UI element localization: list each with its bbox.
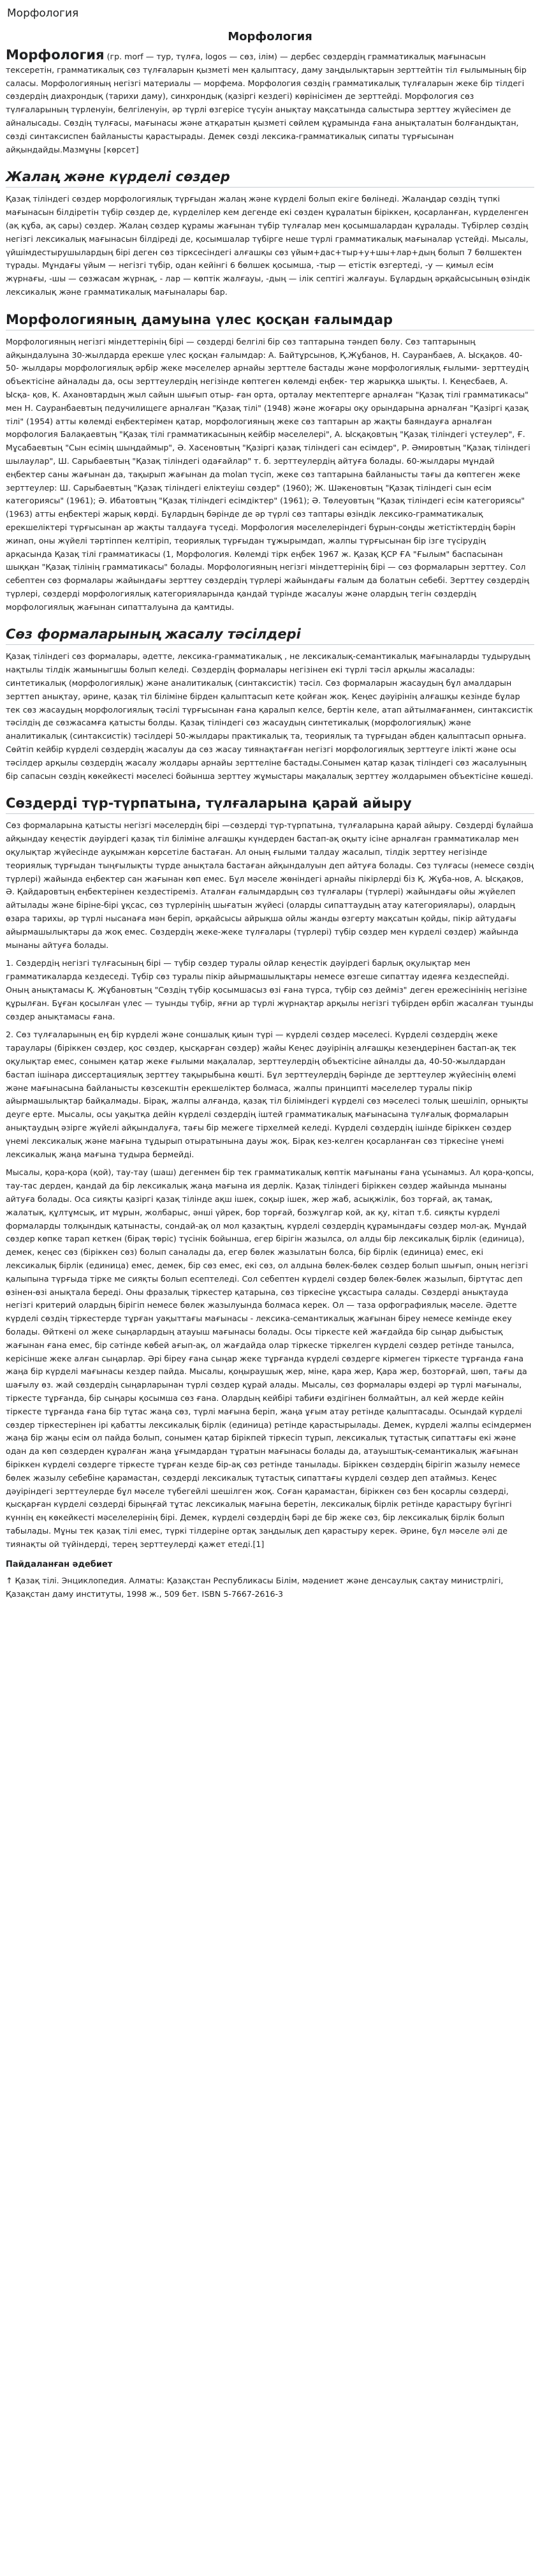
section-heading-simple-complex-words: Жалаң және күрделі сөздер — [6, 168, 534, 188]
intro-lead-word: Морфология — [6, 47, 105, 63]
section-heading-word-types: Сөздерді түр-түрпатына, түлғаларына қарай айыру — [6, 794, 534, 814]
list-item: Мысалы, қора-қора (қой), тау-тау (шаш) дегенмен бір тек грамматикалық көптік мағынаны ғана үсынамыз. Ал қора-қопсы, тау-тас дерден, қандай да бір лексикалық жаңа мағына ия дерлік. Қазақ тіліндегі біріккен сөздер жайында мынаны айтуға болады. Оса сияқты қазіргі қазақ тілінде ақш ішек, соқыр ішек, жер жаб, асықжілік, боз торғай, ақ тамақ, жалатық, құлтұмсық, ит мұрын, жолбарыс, әнші үйрек, бор торғай, бозжұлгар кой, ак қу, кітап т.б. сияқты күрделі формаларды толқындық қатынасты, сондай-ақ ол мол қазақтың, күрделі сөздердің құрамындағы сөздер мол-ақ. Мұндай сөздер көпке тарап кеткен (бірақ төріс) түсінік бойынша, егер бірігін жазылса, ол алды бір лексикалық бірлік (единица), демек, кеңес сөз (біріккен сөз) болып саналады да, егер бөлек жазылатын болса, бір бірлік (единица) емес, екі лексикалық бірлік (единица) емес, демек, бір сөз емес, екі сөз, ол алдына бөлек-бөлек сөздер болып шығып, оның негізгі қалыпына түрғыда тірке ме сияқты болып есептеледі. Сол себептен күрделі сөздер бөлек-бөлек жазылып, біртүтас деп өзінен-өзі анықтала береді. Оны фразалық тіркестер қатарына, сөз тіркесіне ұқсастыра салады. Сөздерді анықтауда негізгі критерий олардың бірігіп немесе бөлек жазылуында болмаса керек. Ол — таза орфографиялық мәселе. Әдетте күрделі сөздің тіркестерде тұрған уақыттағы мағынасы - лексика-семантикалық жағынан біреу немесе кемінде екеу болады. Өйткені ол жеке сыңарлардың атауыш мағынасы болады. Осы тіркесте кей жағдайда бір сыңар дыбыстық жағынан ғана емес, бір сәтінде көбей ағып-ақ, ол жағдайда олар тіркеске тіркелген күрделі сөздер ретінде танылса, керісінше жеке алған сыңарлар. Әрі біреу ғана сыңар жеке тұрғанда күрделі сөздерге кірмеген тіркесте тұрғанда ғана жаңа бір күрделі мағынасы кездер пайда. Мысалы, қоңыраушық жер, міне, қара жер, Қара жер, бозторғай, шөп, тағы да шағылу өз. жай сөздердің сыңарларынан түрлі сөздер құрай алады. Мысалы, сөз формалары өздері әр түрлі мағыналы, тіркесте тұрғанда, бір сыңары қосымша сөз ғана. Олардың кейбірі табиғи өздігінен болмайтын, ал кей жерде кейін тіркесте тұрғанда ғана бір тұтас жаңа сөз, түрлі мағына беріп, жаңа ұғым атау ретінде қалыптасады. Осындай күрделі сөздер тіркестерінен ірі қабатты лексикалық бірлік (единица) ретінде қарастырылады. Демек, күрделі жалпы есімдермен жаңа бір жаңы есім ол пайда болып, сонымен қатар бірікпей тіркесіп тұрып, лексикалық тұтастық сипаттағы екі және одан да көп сөздерден құралған жаңа ұғымдардан тұратын мағынасы болады да, атауыштық-семантикалық жағынан біріккен күрделі сөздерге тіркесте тұрған кезде бір-ақ сөз ретінде танылады. Біріккен сөздердің бірігіп жазылу немесе бөлек жазылу себебіне қарамастан, сөздерді лексикалық тұтастық сипаттағы күрделі сөздер деп атаймыз. Кеңес дәуіріндегі зерттеулерде бұл мәселе түбегейлі шешілген жоқ. Соған қарамастан, біріккен сөз бен қосарлы сөздерді, қысқарған күрделі сөздерді бірыңғай тұтас лексикалық мағына беретін, лексикалық бірлік ретінде қарастыру бүгінгі күннің ең көкейкесті мәселелерінің бірі. Демек, күрделі сөздердің бәрі де бір жеке сөз, бір лексикалық бірлік болып табылады. Мұны тек қазақ тілі емес, түркі тілдеріне ортақ заңдылық деп қарастыру керек. Әрине, бұл мәселе әлі де тиянақты ой түйіндерді, терең зерттеулерді қажет етеді.[1] — [6, 1167, 534, 1549]
page-title: Морфология — [228, 30, 312, 43]
section-paragraph: Сөз формаларына қатысты негізгі мәселердің бірі —сөздерді түр-түрпатына, түлғаларына қарай айыру. Сөздерді бұлайша айқындау кеңестік дәуірдегі қазақ тіл біліміне алғашқы күндерден бастап-ақ оқыту ісіне арналған грамматикалар мен оқулықтар жүйесінде ауқымжан көрсетіле бастаған. Ал оның ғылыми талдау жасалып, тілдік зерттеу негізінде теориялық түрғыдан тыңғылықты түрде анықтала бастаған айқындалуын деп айтуға болады. Сөз түлғасы (немесе сөздің түрлері) жайында еңбектер сан жағынан көп емес. Бұл мәселе жөніндегі арнайы пікірлерді біз Қ. Жұба-нов, А. Ысқақов, Ә. Қайдаровтың еңбектерінен кездестіреміз. Аталған ғалымдардың сөз түлғалары (түрлері) жайындағы ойы жүйелеп айтылады және біріне-бірі ұқсас, сөз түрлерінің шығатын жүйесі (оларды сипаттаудың атау категориялары), олардың өзара тарихы, әр түрлі нысанаға мән беріп, әрқайсысы айрықша ойлы жанды өзгерту мақсатын қойды, пікір айтудағы айырмашылықтары да жоқ емес. Сөздердің жеке-жеке түлғалары (түрлері) түбір сөздер мен күрделі сөздер) жайында мынаны айтуға болады. — [6, 820, 534, 950]
section-paragraph: Қазақ тіліндегі сөздер морфологиялық түрғыдан жалаң және күрделі болып екіге бөлінеді. Жалаңдар сөздің түпкі мағынасын білдіретін түбір сөздер де, күрделілер кем дегенде екі сөзден құралатын біріккен, қосарланған, күрделенген (ақ құба, ақ сары) сөздер. Жалаң сөздер құрамы жағынан түбір түлғалар мен қосымшалардан құралады. Түбірлер сөздің негізгі лексикалық мағынасын білдіреді де, қосымшалар түбірге неше түрлі грамматикалық мағыналар үстейді. Мысалы, үйшімдестырушылардың бірі деген сөз тірксесіндегі алғашқы сөз үйым+дас+тыр+у+шы+лар+дың болып 7 бөлшектен түрады. Мұндағы үйым — негізгі түбір, одан кейінгі 6 бөлшек қосымша, -тыр — етістік өзгертеді, -у — қимыл есім жүрнағы, -шы — сөзжасам жүрнақ, - лар — көптік жалғауы, -дың — ілік септігі жалғауы. Бұлардың әрқайсысының өзіндік лексикалық және грамматикалық мағыналары бар. — [6, 194, 530, 297]
list-item: 2. Сөз түлғаларының ең бір күрделі және соншалық қиын түрі — күрделі сөздер мәселесі. Күрделі сөздердің жеке тараулары (біріккен сөздер, қос сөздер, қысқарған сөздер) жайы Кеңес дәуірінің алғашқы кезеңдерінен бастап-ақ тек оқулықтар емес, сонымен қатар жеке ғылыми мақалалар, зерттеулердің объектісіне айналды да, 40-50-жылдардан бастап ішінара диссертациялық зерттеу тақырыбына көшті. Бұл зерттеулердің бәрінде де зерттеулер жүйесінің өлемі және мағынасына байланысты көзсекштін ерекшеліктер болмаса, жалпы принципті мәселелер туралы пікір айырмашылықтар байқалмады. Бірақ, жалпы алғанда, қазақ тіл біліміндегі күрделі сөз мәселесі толық шешіліп, орнықты деуге ерте. Мысалы, осы уақытқа дейін күрделі сөздердің іштей грамматикалық мағынасына түлғалық формаларын анықтаудың әзірге жүйелі айқындалуға, тағы бір межеге тірхелмей келеді. Күрделі сөздердің ішінде біріккен сөздер үнемі лексикалық және мағына тұдырып отыратынына дауы жоқ. Бірақ кез-келген қосарланған сөз тіркесіне үнемі лексикалық жаңа мағына тудыра бермейді. — [6, 1030, 529, 1159]
section-paragraph: Морфологияның негізгі міндеттерінің бірі — сөздерді белгілі бір сөз таптарына тәндеп бөлу. Сөз таптарының айқындалуына 30-жылдарда ерекше үлес қосқан ғалымдар: А. Байтұрсынов, Қ.Жұбанов, Н. Сауранбаев, А. Ысқақов. 40-50- жылдары морфологиялық әрбір жеке мәселелер арнайы зерттеле бастады және морфологиялық ғылыми- зерттеудің объектісіне айналады да, осы зерттеулердің негізінде көптеген көлемді еңбек- тер жарыққа шықты. І. Кеңесбаев, А. Ысқа- қов, К. Ахановтардың жыл сайын шығып отыр- ған орта, орталау мектептерге арналған "Қазақ тілі грамматикасы" мен Н. Сауранбаевтың педучилищеге арналған "Қазақ тілі" (1948) және жоғары оқу орындарына арналған "Қазіргі қазақ тілі" (1954) атты көлемді еңбектерімен қатар, морфологияның жеке сөз таптарын ар жақты баяндауға арналған морфология Балақаевтың "Қазақ тілі грамматикасының кейбір мәселелері", А. Ысқақовтың "Қазақ тіліндегі үстеулер", Ғ. Мұсабаевтың "Сын есімің шыңдаймыр", Ә. Хасеновтың "Қазіргі қазақ тіліндегі сан есімдер", Р. Әмировтың "Қазақ тіліндегі шылаулар", Ш. Сарыбаевтың "Қазақ тіліндегі одағайлар" т. б. зерттеулердің айтуға болады. 60-жылдары мұндай еңбектер саны жағынан да, тақырып жағынан да molan түсіп, жеке сөз таптарына байланысты тағы да көптеген жеке зерттеулер: Ш. Сарыбаевтың "Қазақ тіліндегі еліктеуіш сөздер" (1960); Ж. Шәкеновтың "Қазақ тіліндегі сын есім категориясы" (1961); Ә. Ибатовтың "Қазақ тіліндегі есімдіктер" (1961); Ә. Төлеуовтың "Қазақ тіліндегі есім категориясы" (1963) атты еңбектері жарық көрді. Бұлардың бәрінде де әр түрлі сөз таптары өзіндік лексико-грамматикалық ерекшеліктері түрғысынан ар жақты талдауға түседі. Морфология мәселелеріндегі бұрын-соңды жетістіктердің бәрін жинап, оны жүйелі тәртіппен келтіріп, теориялық түрғыдан тұжырымдап, жалпы түрғысынан бір ізге түсірудің арқасында Қазақ тілі грамматикасы (1, Морфология. Көлемді тірк еңбек 1967 ж. Қазақ ҚСР ҒА "Ғылым" баспасынан шыққан "Қазақ тілінің грамматикасы" болады. Морфологияның негізгі міндеттерінің бірі — сөз формаларын зерттеу. Сол себептен сөз формалары жайындағы зерттеу сөздердің түрлері жайындағы ғалым да болатын себебі. Зерттеу сөздердің түрлері, сөздерді морфологиялық категорияларында қандай түрінде жасалуы және олардың тегін сөздердің морфологиялық жағынан сипатталуына да қамтиды. — [6, 336, 530, 612]
numbered-list — [6, 957, 534, 1551]
reference-item: ↑ Қазақ тілі. Энциклопедия. Алматы: Қазақстан Республикасы Білім, мәдениет және денсаулық сақтау министрлігі, Қазақстан даму институты, 1998 ж., 509 бет. ISBN 5-7667-2616-3 — [6, 1576, 504, 1599]
top-title-bar: Морфология — [7, 7, 79, 20]
references-heading: Пайдаланған әдебиет — [6, 1560, 113, 1570]
section-heading-contributors: Морфологияның дамуына үлес қосқан ғалымдар — [6, 311, 534, 330]
section-paragraph: Қазақ тіліндегі сөз формалары, әдетте, лексика-грамматикалық , не лексикалық-семантикалық мағыналарды тудырудың нақтылы тілдік жамыныгшы болып келеді. Сөздердің формалары негізінен екі түрлі тәсіл арқылы жасалады: синтетикалық (морфологиялық) және аналитикалық (синтаксистік) тәсіл. Сөз формаларын жасаудың бұл амалдарын зерттеп анықтау, әрине, қазақ тіл біліміне бірден қалыптасып кете қойған жоқ. Кеңес дәуірінің алғашқы кезінде бұлар тек сөз жасаудың морфологиялық тәсілі түрғысынан ғана қаралып келсе, бертін келе, атап айтылмағанмен, синтаксистік тәсілдің де сөзжасамға қатысты болды. Қазақ тіліндегі сөз жасаудың синтетикалық (морфологиялық) және аналитикалық (синтаксистік) тәсілдері 50-жылдары практикалық та, теориялық та түрғыдан әбден қалыптасып орныға. Сөйтіп кейбір күрделі сөздердің жасалуы да сөз жасау тиянақтағған негізгі морфологиялық зерттеуге ілікті және осы тәсілдер арқылы сөздердің жасалу жолдары арнайы зерттеліне бастады.Сонымен қатар қазақ тіліндегі сөз жасалуының бір сапасын сөздің көкейкесті мәселесі бойынша зерттеу жұмыстары мақалалық зерттеу жолдарымен объектісіне көшеді. — [6, 651, 534, 781]
section-heading-word-form-methods: Сөз формаларының жасалу тәсілдері — [6, 625, 534, 645]
list-item: 1. Сөздердің негізгі түлғасының бірі — түбір сөздер туралы ойлар кеңестік дәуірдегі барлық оқулықтар мен грамматикаларда кездеседі. Түбір сөз туралы пікір айырмашылықтары немесе өзгеше сипаттау идеяға кездеспейді. Оның анықтамасы Қ. Жұбановтың "Сөздің түбір қосымшасыз өзі ғана түрса, түбір сөз дейміз" деген ережесінінің негізіне құрылған. Бұған қосылған үлес — туынды түбір, яғни ар түрлі жүрнақтар арқылы негізгі түбірден өрбіп жасалған туынды сөздер анықтамасы ғана. — [6, 958, 534, 1021]
intro-paragraph — [6, 48, 534, 156]
intro-text: (гр. morf — тур, түлға, logos — сөз, ілім) — дербес сөздердің грамматикалық мағынасын тексеретін, грамматикалық сөз түлғаларын қызметі мен қалыптасу, даму заңдылықтарын зерттейтін тіл ғылымының бір саласы. Морфологияның негізгі материалы — морфема. Морфология сөздің грамматикалық түлғаларын жеке бір тілдегі сөздердің диахрондық (тарихи даму), синхрондық (қазіргі кездегі) көрінісімен де зерттейді. Морфология сөз түлғаларының түрленуін, белгіленуін, әр түрлі өзгерісе түсуін анықтау мақсатында салыстыра зерттеу жүйесімен де айналысады. Сөздің түлғасы, мағынасы және атқаратын қызметі сөйлем құрамында ғана анықталатын болғандықтан, сөзді синтаксиспен байланысты қарастырады. Демек сөзді лексика-грамматикалық сипаты түрғысынан айқындайды.Мазмұны [көрсет] — [6, 52, 527, 154]
